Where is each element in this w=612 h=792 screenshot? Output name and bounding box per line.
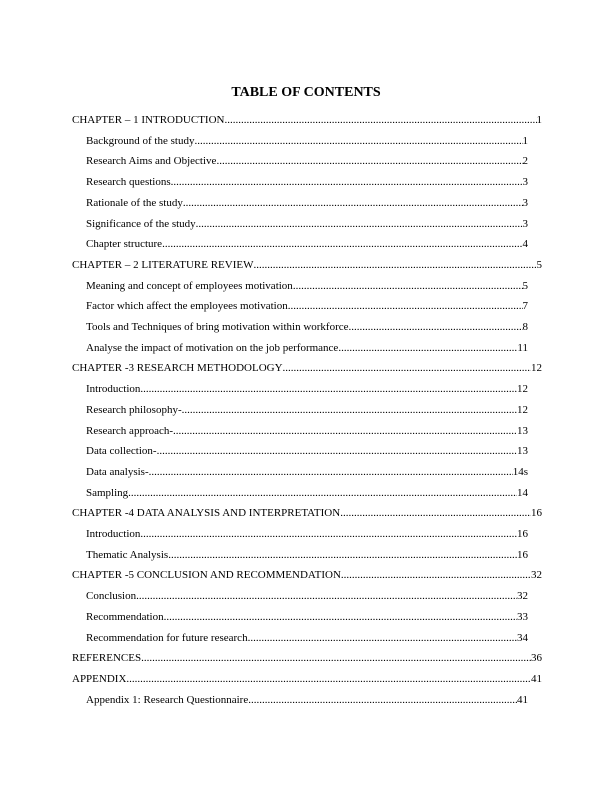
toc-entry-title: CHAPTER – 1 INTRODUCTION (72, 114, 225, 126)
toc-entry-title: Thematic Analysis (86, 548, 169, 561)
toc-dot-leader (248, 694, 517, 707)
toc-page-number: 13 (517, 424, 528, 437)
toc-entry-title: Recommendation for future research (86, 631, 248, 644)
toc-dot-leader (194, 135, 522, 148)
toc-page-number: 1 (536, 114, 542, 126)
toc-page-number: 13 (517, 445, 528, 458)
toc-entry-title: Tools and Techniques of bring motivation within workforce (86, 321, 349, 333)
toc-chapter-entry[interactable] (72, 567, 542, 582)
toc-dot-leader (157, 445, 517, 458)
toc-page-number: 41 (531, 672, 542, 685)
toc-dot-leader (216, 155, 522, 168)
toc-page-number: 14s (512, 465, 528, 478)
toc-section-entry[interactable] (86, 133, 528, 148)
toc-page-number: 12 (531, 362, 542, 375)
toc-entry-title: Research philosophy- (86, 403, 182, 416)
toc-section-entry[interactable] (86, 443, 528, 458)
toc-section-entry[interactable] (86, 278, 528, 293)
toc-entry-title: Rationale of the study (86, 196, 183, 209)
toc-entry-title: Research approach- (86, 424, 174, 437)
toc-entry-title: Research questions (86, 176, 171, 189)
toc-section-entry[interactable] (86, 195, 528, 210)
toc-section-entry[interactable] (86, 298, 528, 313)
toc-page-number: 11 (517, 341, 528, 354)
toc-section-entry[interactable] (86, 485, 528, 500)
toc-chapter-entry[interactable] (72, 650, 542, 665)
toc-entry-title: Research Aims and Objective (86, 155, 217, 168)
toc-section-entry[interactable] (86, 692, 528, 707)
toc-page-number: 5 (522, 279, 528, 292)
toc-page-number: 7 (522, 300, 528, 313)
toc-entry-title: Background of the study (86, 134, 195, 147)
toc-entry-title: Data collection- (86, 445, 157, 458)
toc-page-number: 12 (517, 383, 528, 396)
toc-dot-leader (288, 300, 523, 313)
toc-dot-leader (128, 487, 517, 500)
toc-dot-leader (248, 632, 517, 645)
toc-section-entry[interactable] (86, 153, 528, 168)
toc-page-number: 16 (517, 528, 528, 540)
toc-page-number: 14 (517, 486, 528, 499)
toc-dot-leader (253, 259, 536, 272)
toc-section-entry[interactable] (86, 174, 528, 189)
toc-chapter-entry[interactable] (72, 671, 542, 686)
toc-chapter-entry[interactable] (72, 360, 542, 375)
toc-entry-title: Data analysis- (86, 465, 149, 478)
toc-dot-leader (140, 528, 517, 541)
toc-page-number: 8 (522, 321, 528, 333)
toc-dot-leader (196, 218, 523, 231)
toc-page-number: 1 (522, 134, 528, 147)
toc-entry-title: CHAPTER -3 RESEARCH METHODOLOGY (72, 362, 283, 375)
toc-entry-title: Appendix 1: Research Questionnaire (86, 693, 249, 706)
toc-dot-leader (136, 590, 517, 603)
toc-dot-leader (338, 342, 517, 355)
toc-dot-leader (168, 549, 517, 562)
toc-section-entry[interactable] (86, 464, 528, 479)
toc-chapter-entry[interactable] (72, 257, 542, 272)
toc-entry-title: APPENDIX (72, 672, 127, 685)
toc-page-number: 36 (531, 652, 542, 665)
toc-entry-title: CHAPTER – 2 LITERATURE REVIEW (72, 258, 254, 271)
toc-entry-title: Meaning and concept of employees motivation (86, 279, 293, 292)
toc-entry-title: Factor which affect the employees motivation (86, 300, 288, 313)
toc-page-number: 3 (522, 196, 528, 209)
toc-dot-leader (340, 507, 531, 520)
toc-section-entry[interactable] (86, 547, 528, 562)
toc-dot-leader (349, 321, 523, 334)
toc-chapter-entry[interactable] (72, 505, 542, 520)
toc-section-entry[interactable] (86, 216, 528, 231)
toc-section-entry[interactable] (86, 630, 528, 645)
toc-entry-title: Recommendation (86, 610, 164, 623)
toc-section-entry[interactable] (86, 526, 528, 541)
toc-entry-title: CHAPTER -4 DATA ANALYSIS AND INTERPRETATION (72, 507, 341, 520)
toc-page-number: 5 (536, 258, 542, 271)
toc-entry-title: CHAPTER -5 CONCLUSION AND RECOMMENDATION (72, 569, 341, 582)
toc-page-number: 2 (522, 155, 528, 168)
toc-page-number: 34 (517, 631, 528, 644)
toc-dot-leader (293, 280, 523, 293)
toc-dot-leader (162, 238, 522, 251)
toc-dot-leader (149, 466, 513, 479)
toc-page-number: 41 (517, 693, 528, 706)
toc-dot-leader (224, 114, 536, 127)
toc-page-number: 32 (517, 590, 528, 603)
toc-dot-leader (182, 404, 517, 417)
toc-dot-leader (283, 362, 531, 375)
page-title: TABLE OF CONTENTS (231, 85, 381, 100)
toc-entry-title: Analyse the impact of motivation on the job performance (86, 341, 339, 354)
toc-chapter-entry[interactable] (72, 112, 542, 127)
toc-entry-title: REFERENCES (72, 652, 142, 665)
toc-entry-title: Conclusion (86, 590, 137, 603)
toc-page-number: 12 (517, 403, 528, 416)
toc-page-number: 16 (531, 507, 542, 520)
toc-section-entry[interactable] (86, 236, 528, 251)
toc-section-entry[interactable] (86, 319, 528, 334)
toc-section-entry[interactable] (86, 381, 528, 396)
toc-dot-leader (171, 176, 523, 189)
toc-dot-leader (183, 197, 523, 210)
toc-entry-title: Chapter structure (86, 238, 163, 251)
toc-entry-title: Introduction (86, 383, 141, 396)
toc-section-entry[interactable] (86, 423, 528, 438)
toc-dot-leader (141, 652, 531, 665)
toc-page-number: 32 (531, 569, 542, 582)
toc-entry-title: Introduction (86, 528, 141, 540)
toc-dot-leader (341, 569, 531, 582)
toc-page-number: 3 (522, 176, 528, 189)
toc-section-entry[interactable] (86, 340, 528, 355)
toc-section-entry[interactable] (86, 402, 528, 417)
toc-page-number: 33 (517, 610, 528, 623)
toc-entry-title: Significance of the study (86, 217, 196, 230)
toc-section-entry[interactable] (86, 588, 528, 603)
toc-page-number: 4 (522, 238, 528, 251)
toc-dot-leader (164, 611, 517, 624)
toc-dot-leader (140, 383, 517, 396)
toc-dot-leader (173, 425, 517, 438)
toc-page-number: 16 (517, 548, 528, 561)
toc-entry-title: Sampling (86, 486, 129, 499)
toc-dot-leader (126, 673, 531, 686)
toc-page-number: 3 (522, 217, 528, 230)
toc-section-entry[interactable] (86, 609, 528, 624)
